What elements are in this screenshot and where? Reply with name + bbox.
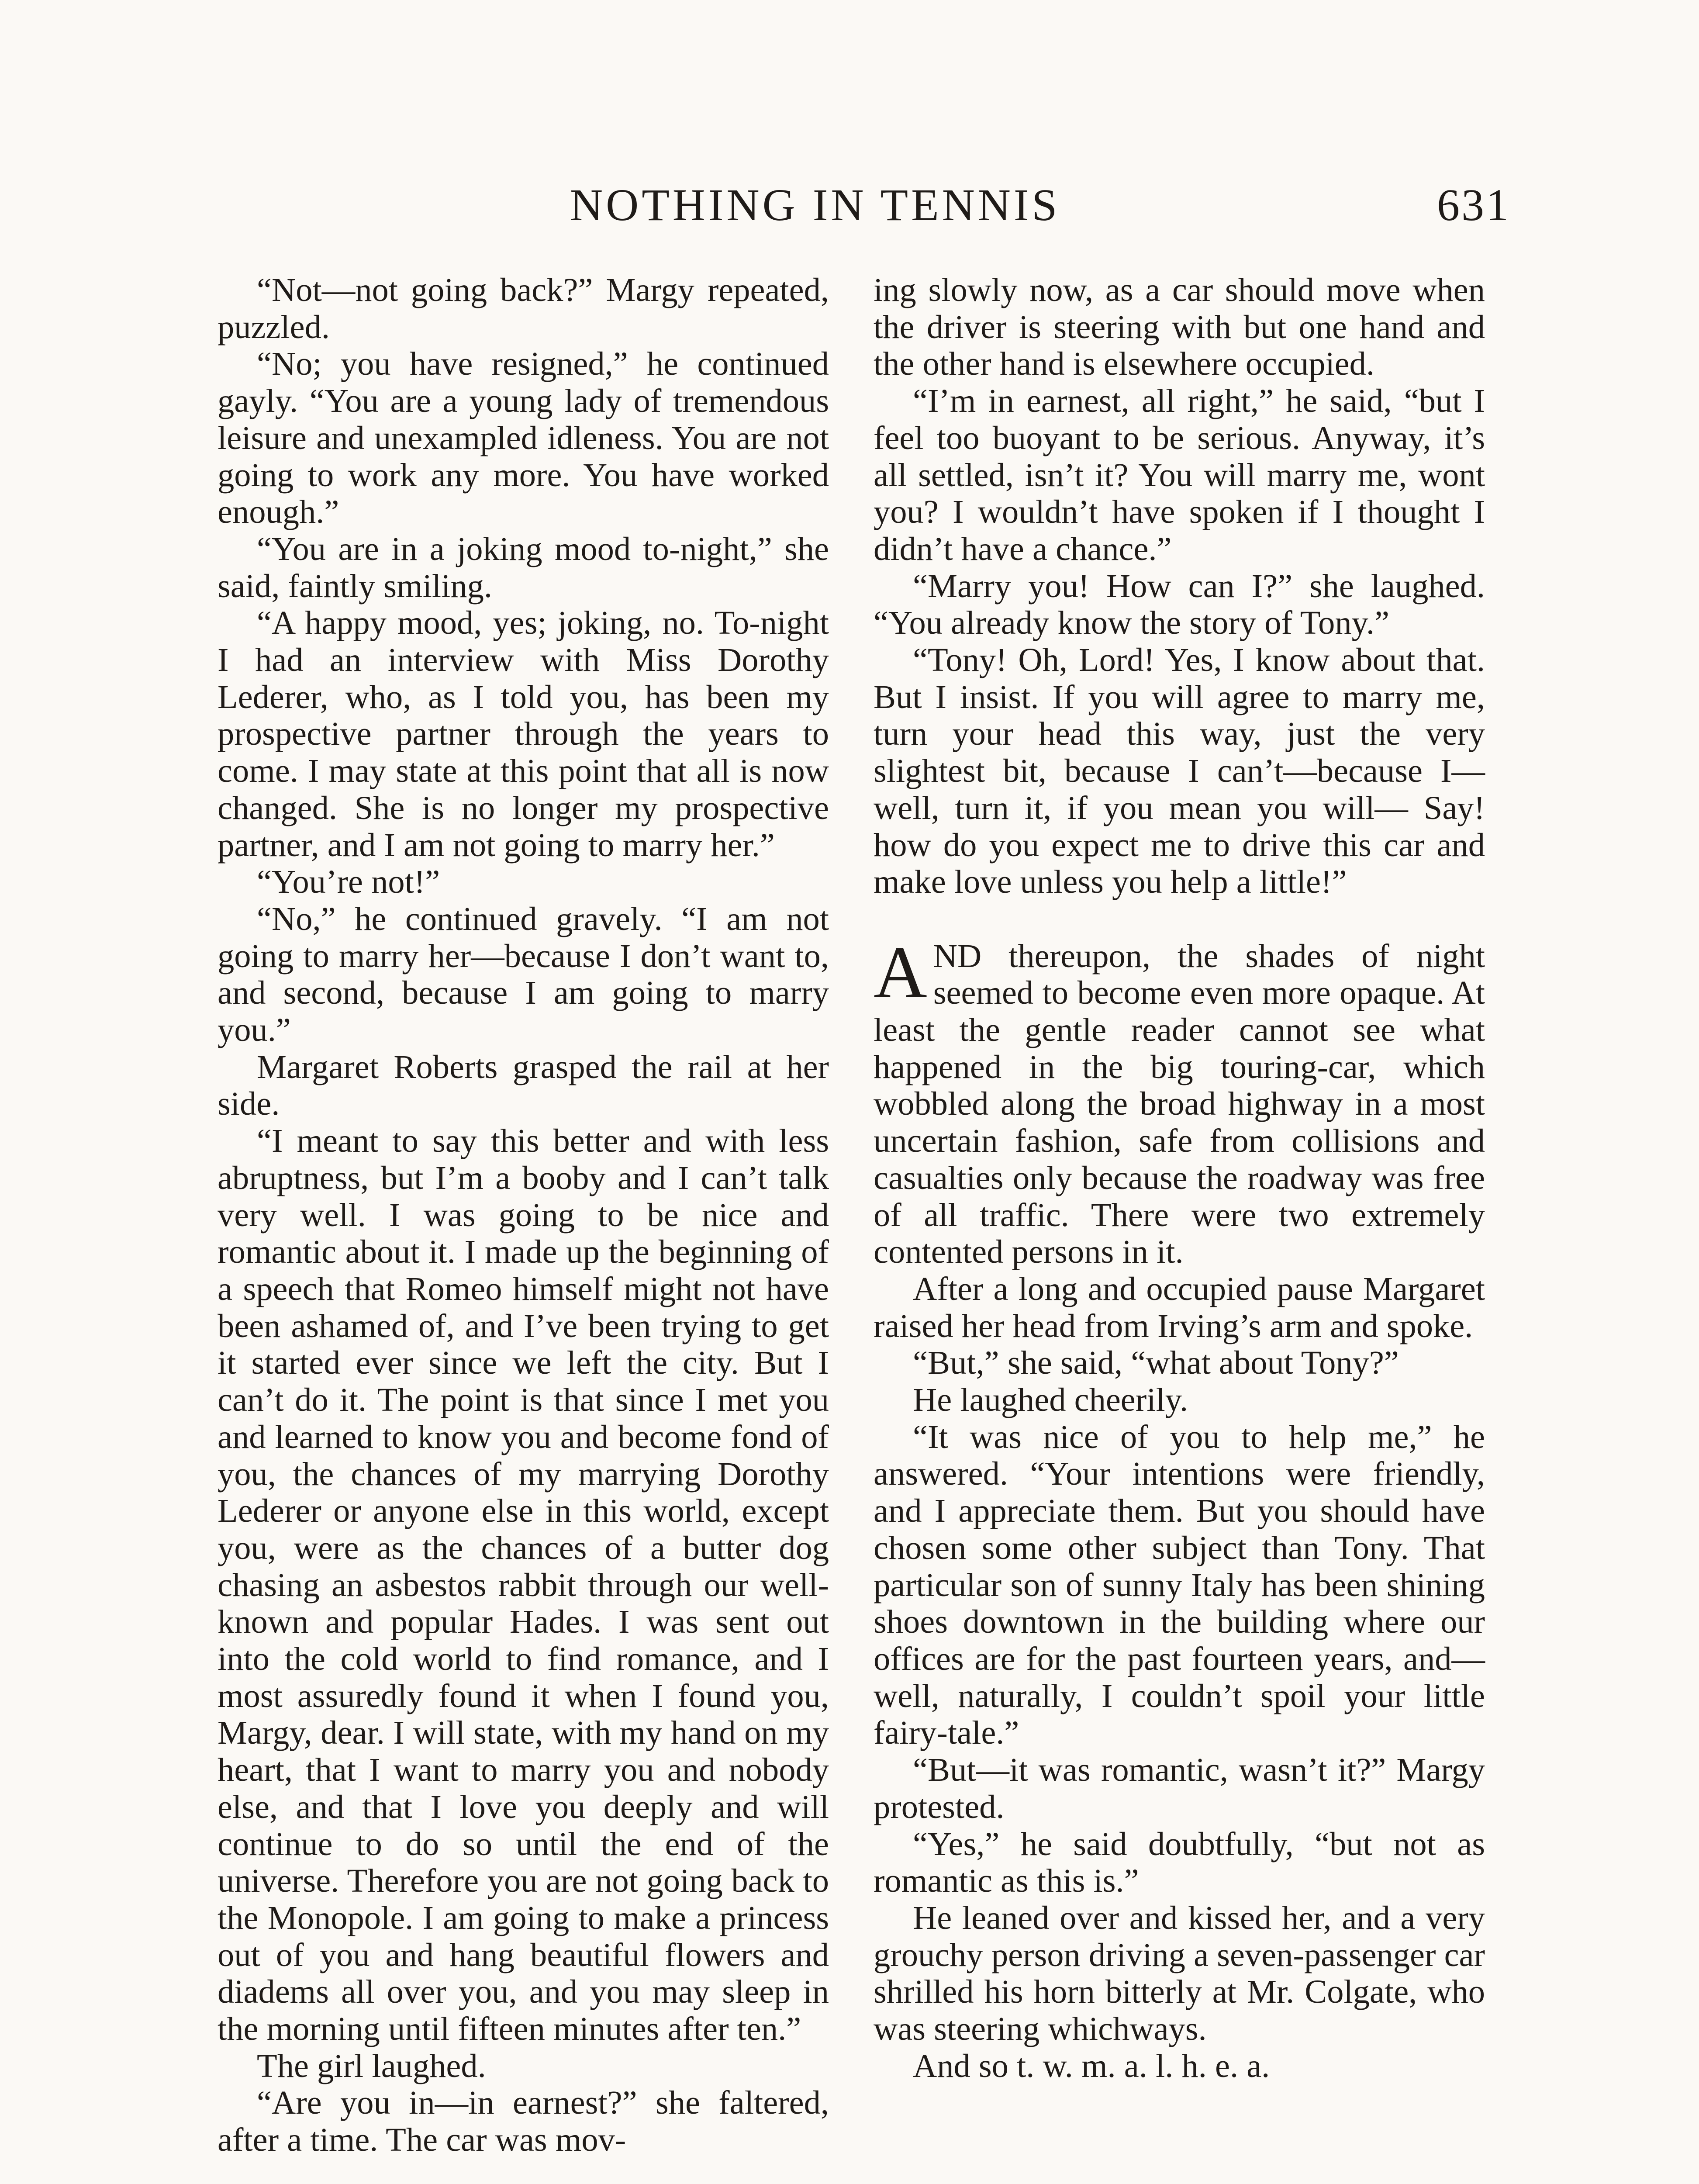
- section-opening-text: ND thereupon, the shades of night seemed to become even more opaque. At least the gentle reader cannot see what happened in the big touring-car, which wobbled along the broad highway in a most uncertain fashion, safe from collisions and casualties only because the roadway was free of all traffic. There were two extremely contented persons in it.: [874, 937, 1485, 1271]
- drop-cap-initial: A: [874, 931, 927, 1013]
- paragraph: The girl laughed.: [257, 2047, 486, 2084]
- right-text-column: [874, 272, 1485, 2084]
- paragraph: “Tony! Oh, Lord! Yes, I know about that. But I insist. If you will agree to marry me, turn your head this way, just the very slightest bit, because I can’t—because I—well, turn it, if you mean you will— Say! how do you expect me to drive this car and make love unless you help a little!”: [874, 641, 1485, 901]
- paragraph: Margaret Roberts grasped the rail at her side.: [218, 1048, 829, 1123]
- paragraph: “Are you in—in earnest?” she faltered, after a time. The car was mov-: [218, 2084, 829, 2159]
- paragraph: He leaned over and kissed her, and a very grouchy person driving a seven-passenger car shrilled his horn bitterly at Mr. Colgate, who was steering whichways.: [874, 1899, 1485, 2048]
- paragraph: “I’m in earnest, all right,” he said, “but I feel too buoyant to be serious. Anyway, it’s all settled, isn’t it? You will marry me, wont you? I wouldn’t have spoken if I thought I didn’t have a chance.”: [874, 382, 1485, 567]
- section-opening-paragraph: [874, 931, 1485, 1271]
- paragraph: “Yes,” he said doubtfully, “but not as romantic as this is.”: [874, 1825, 1485, 1900]
- paragraph: “Not—not going back?” Margy repeated, puzzled.: [218, 271, 829, 346]
- paragraph: “But,” she said, “what about Tony?”: [913, 1344, 1399, 1382]
- paragraph: “I meant to say this better and with less abruptness, but I’m a booby and I can’t talk very well. I was going to be nice and romantic about it. I made up the beginning of a speech that Romeo himself might not have been ashamed of, and I’ve been trying to get it started ever since we left the city. But I can’t do it. The point is that since I met you and learned to know you and become fond of you, the chances of my marrying Dorothy Lederer or anyone else in this world, except you, were as the chances of a butter dog chasing an asbestos rabbit through our well-known and popular Hades. I was sent out into the cold world to find romance, and I most assuredly found it when I found you, Margy, dear. I will state, with my hand on my heart, that I want to marry you and nobody else, and that I love you deeply and will continue to do so until the end of the universe. Therefore you are not going back to the Monopole. I am going to make a princess out of you and hang beautiful flowers and diadems all over you, and you may sleep in the morning until fifteen minutes after ten.”: [218, 1122, 829, 2048]
- paragraph: “You’re not!”: [257, 863, 440, 901]
- paragraph: “No,” he continued gravely. “I am not going to marry her—because I don’t want to, and second, because I am going to marry you.”: [218, 900, 829, 1049]
- running-title: NOTHING IN TENNIS: [570, 180, 1060, 230]
- paragraph: “You are in a joking mood to-night,” she said, faintly smiling.: [218, 530, 829, 605]
- paragraph: And so t. w. m. a. l. h. e. a.: [913, 2047, 1270, 2084]
- paragraph: “A happy mood, yes; joking, no. To-night I had an interview with Miss Dorothy Lederer, who, as I told you, has been my prospective partner through the years to come. I may state at this point that all is now changed. She is no longer my prospective partner, and I am not going to marry her.”: [218, 604, 829, 864]
- continued-paragraph: ing slowly now, as a car should move when the driver is steering with but one hand and the other hand is elsewhere occupied.: [874, 271, 1485, 383]
- left-text-column: [218, 272, 829, 2159]
- paragraph: “Marry you! How can I?” she laughed. “You already know the story of Tony.”: [874, 567, 1485, 642]
- paragraph: “It was nice of you to help me,” he answered. “Your intentions were friendly, and I appreciate them. But you should have chosen some other subject than Tony. That particular son of sunny Italy has been shining shoes downtown in the building where our offices are for the past fourteen years, and—well, naturally, I couldn’t spoil your little fairy-tale.”: [874, 1418, 1485, 1752]
- page-number: 631: [1437, 180, 1510, 230]
- paragraph: “But—it was romantic, wasn’t it?” Margy protested.: [874, 1751, 1485, 1825]
- paragraph: “No; you have resigned,” he continued gayly. “You are a young lady of tremendous leisure and unexampled idleness. You are not going to work any more. You have worked enough.”: [218, 345, 829, 531]
- running-header: [0, 177, 1699, 234]
- paragraph: He laughed cheerily.: [913, 1381, 1188, 1419]
- paragraph: After a long and occupied pause Margaret raised her head from Irving’s arm and spoke.: [874, 1270, 1485, 1344]
